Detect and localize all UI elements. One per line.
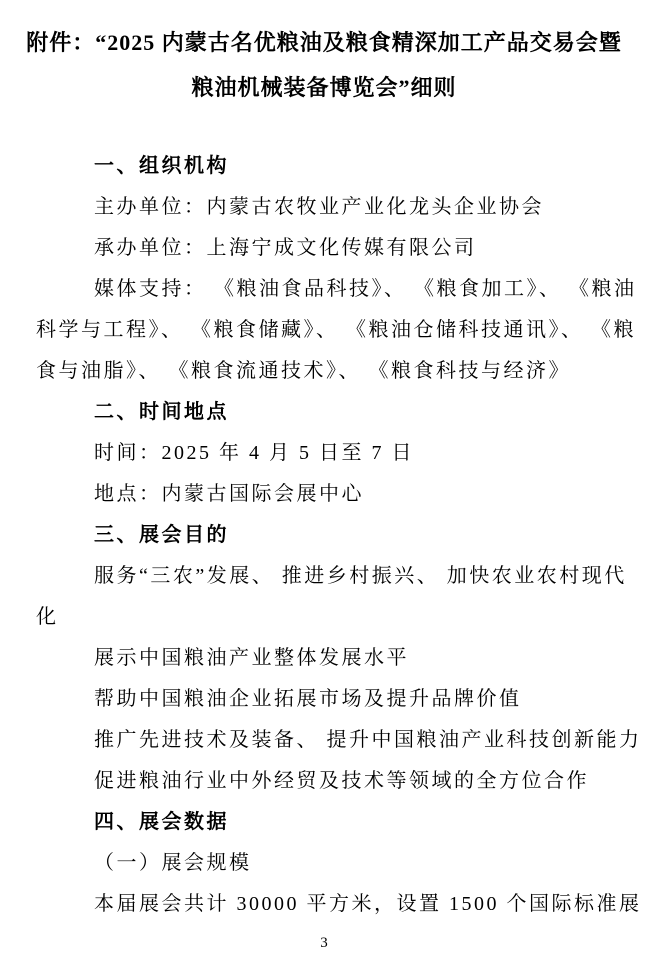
document-title-line-2: 粮油机械装备博览会”细则 (191, 75, 457, 100)
paragraph-line: 展示中国粮油产业整体发展水平 (94, 647, 409, 669)
paragraph-line: 科学与工程》、 《粮食储藏》、 《粮油仓储科技通讯》、 《粮 (36, 319, 636, 341)
document-body (0, 146, 648, 925)
paragraph-line: 服务“三农”发展、 推进乡村振兴、 加快农业农村现代 (94, 565, 627, 587)
section-heading: 二、时间地点 (94, 401, 229, 423)
paragraph-line: 承办单位：上海宁成文化传媒有限公司 (94, 237, 477, 259)
document-title (0, 0, 648, 110)
paragraph-line: 主办单位：内蒙古农牧业产业化龙头企业协会 (94, 196, 544, 218)
paragraph-line: 媒体支持： 《粮油食品科技》、 《粮食加工》、 《粮油 (94, 278, 637, 300)
paragraph-line: 帮助中国粮油企业拓展市场及提升品牌价值 (94, 688, 522, 710)
paragraph-line: 本届展会共计 30000 平方米，设置 1500 个国际标准展 (94, 893, 642, 915)
section-heading: 一、组织机构 (94, 155, 229, 177)
paragraph-line: 时间：2025 年 4 月 5 日至 7 日 (94, 442, 414, 464)
paragraph-line: 化 (36, 606, 59, 628)
paragraph-line: 食与油脂》、 《粮食流通技术》、 《粮食科技与经济》 (36, 360, 571, 382)
paragraph-line: （一）展会规模 (94, 852, 252, 874)
section-heading: 四、展会数据 (94, 811, 229, 833)
document-title-line-1: 附件：“2025 内蒙古名优粮油及粮食精深加工产品交易会暨 (26, 30, 622, 55)
section-heading: 三、展会目的 (94, 524, 229, 546)
paragraph-line: 推广先进技术及装备、 提升中国粮油产业科技创新能力 (94, 729, 642, 751)
paragraph-line: 促进粮油行业中外经贸及技术等领域的全方位合作 (94, 770, 589, 792)
page-number: 3 (320, 935, 328, 951)
paragraph-line: 地点：内蒙古国际会展中心 (94, 483, 364, 505)
